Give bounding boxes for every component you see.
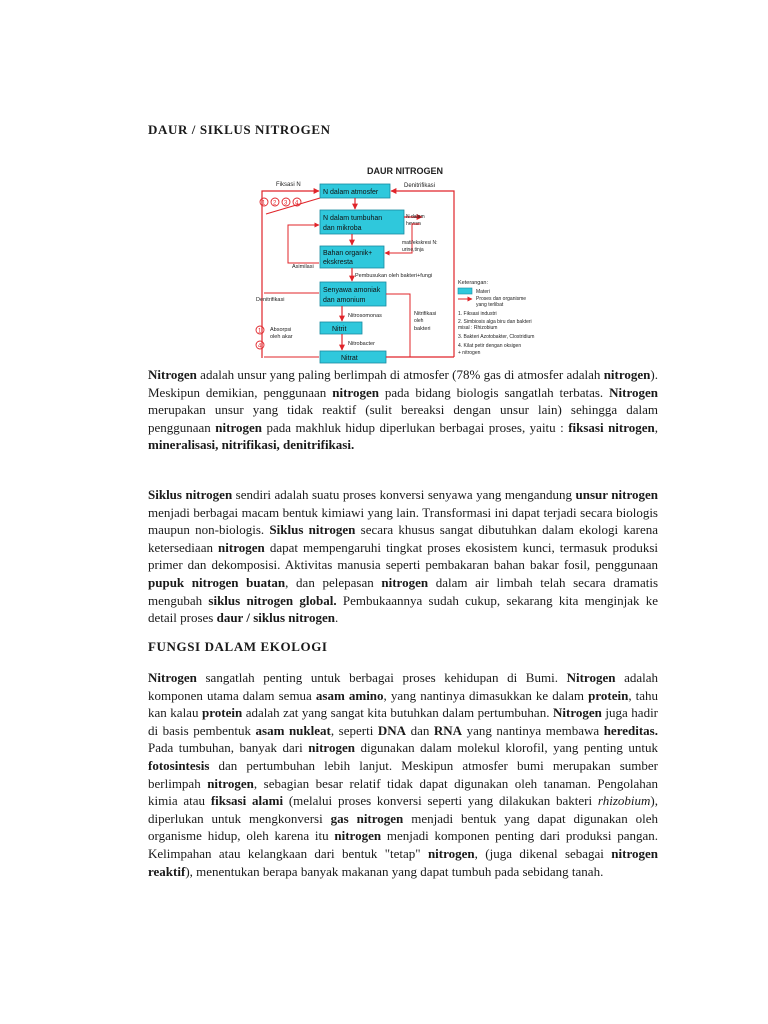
label-n-hewan-1: N dalam bbox=[406, 214, 425, 220]
label-nitrifikasi-3: bakteri bbox=[414, 326, 431, 332]
text-run: secara khusus sangat dibutuhkan dalam ekologi karena ketersediaan bbox=[148, 522, 659, 555]
circle-left-4-label: 4 bbox=[258, 343, 262, 350]
text-run: menjadi berbagai macam bentuk kimiawi yang lain. Transformasi ini dapat terjadi secara biologis maupun non-biologis. bbox=[148, 504, 658, 538]
text-run: Pada tumbuhan, banyak dari bbox=[148, 740, 309, 756]
text-run: Pembukaannya sudah cukup, sekarang kita menginjak ke detail proses bbox=[148, 592, 658, 626]
text-run: (melalui proses konversi seperti yang dilakukan bakteri bbox=[283, 793, 598, 809]
legend-item-2: 2. Simbiosis alga biru dan bakteri bbox=[458, 319, 532, 325]
text-run: , tahu kan kalau bbox=[148, 687, 659, 721]
text-run: menjadi komponen penting dari produksi pangan. Kelimpahan atau kelangkaan dari bentuk "tetap" bbox=[148, 828, 658, 861]
bold-term: protein bbox=[201, 705, 243, 721]
label-fiksasi: Fiksasi N bbox=[276, 182, 301, 188]
bold-term: nitrogen bbox=[603, 367, 651, 382]
fiksasi-circles bbox=[260, 198, 301, 207]
bold-term: nitrogen bbox=[308, 740, 355, 756]
text-run: adalah komponen utama dalam semua bbox=[148, 670, 658, 703]
text-run: dalam air limbah telah secara dramatis mengubah bbox=[148, 574, 658, 608]
label-mati-1: mati/ekskresi N: bbox=[402, 240, 438, 246]
bold-term: mineralisasi, nitrifikasi, denitrifikasi. bbox=[148, 437, 355, 453]
diagram-legend bbox=[458, 280, 534, 356]
bold-term: fiksasi alami bbox=[210, 793, 284, 809]
text-run: juga hadir di basis pembentuk bbox=[148, 705, 659, 738]
text-run: ), diperlukan untuk mengkonversi bbox=[148, 793, 658, 826]
bold-term: nitrogen bbox=[207, 775, 254, 791]
label-pembusukan: Pembusukan oleh bakteri+fungi bbox=[355, 273, 433, 279]
legend-item-5: 4. Kilat petir dengan oksigen bbox=[458, 343, 522, 349]
text-run: dapat mempengaruhi tingkat proses ekosistem kunci, termasuk produksi primer dan dekomposisi. Aktivitas manusia seperti pembakaran bahan bakar fosil, penggunaan bbox=[148, 539, 658, 573]
circle-3-label: 3 bbox=[284, 200, 288, 207]
legend-item-4: 3. Bakteri Azotobakter, Clostridium bbox=[458, 334, 535, 340]
text-run: pada makhluk hidup diperlukan berbagai proses, yaitu : bbox=[262, 419, 569, 435]
bold-term: nitrogen bbox=[334, 828, 382, 844]
box-tumbuhan-label-2: dan mikroba bbox=[323, 225, 362, 232]
arrow-nitrifikasi-loop bbox=[386, 294, 410, 357]
text-run: adalah unsur yang paling berlimpah di atmosfer (78% gas di atmosfer adalah bbox=[196, 367, 604, 382]
label-nitrifikasi-1: Nitrifikasi bbox=[414, 311, 437, 317]
bold-term: nitrogen bbox=[381, 574, 429, 590]
bold-term: nitrogen bbox=[218, 539, 265, 555]
label-absorpsi-1: Absorpsi bbox=[270, 327, 292, 333]
box-senyawa-label-1: Senyawa amoniak bbox=[323, 287, 381, 294]
label-n-hewan-2: hewan bbox=[406, 221, 421, 227]
text-run: pada bidang biologis sangatlah terbatas. bbox=[378, 384, 610, 400]
label-nitrosomonas: Nitrosomonas bbox=[348, 313, 382, 319]
text-run: , sebagian besar relatif tidak dapat digunakan oleh tanaman. Pengolahan kimia atau bbox=[148, 775, 658, 809]
box-tumbuhan-label-1: N dalam tumbuhan bbox=[323, 215, 383, 222]
text-run: digunakan dalam molekul klorofil, yang penting untuk bbox=[354, 740, 659, 756]
bold-term: nitrogen bbox=[332, 384, 379, 400]
text-run: , (juga dikenal sebagai bbox=[474, 845, 612, 861]
legend-proses-label-2: yang terlibat bbox=[476, 302, 504, 308]
bold-term: DNA bbox=[377, 722, 407, 738]
circle-1-label: 1 bbox=[262, 200, 266, 207]
text-run: dan bbox=[406, 722, 434, 738]
text-run: , bbox=[654, 419, 659, 435]
bold-term: nitrogen bbox=[215, 419, 262, 435]
bold-term: siklus nitrogen global. bbox=[208, 592, 337, 608]
circle-left-1-label: 1 bbox=[258, 328, 262, 335]
bold-term: Nitrogen bbox=[148, 367, 197, 382]
bold-term: nitrogen bbox=[427, 845, 475, 861]
text-run: sangatlah penting untuk berbagai proses kehidupan di Bumi. bbox=[196, 670, 567, 685]
bold-term: unsur nitrogen bbox=[575, 487, 658, 502]
text-run: ). Meskipun demikian, penggunaan bbox=[148, 367, 658, 400]
bold-term: Nitrogen bbox=[566, 670, 616, 685]
legend-materi-swatch bbox=[458, 288, 472, 294]
label-nitrobacter: Nitrobacter bbox=[348, 341, 375, 347]
diagram-title: DAUR NITROGEN bbox=[367, 166, 443, 176]
bold-term: asam nukleat bbox=[255, 722, 331, 738]
bold-term: nitrogen reaktif bbox=[148, 845, 658, 879]
text-run: sendiri adalah suatu proses konversi senyawa yang mengandung bbox=[232, 487, 576, 502]
label-denitrifikasi-left: Denitrifikasi bbox=[256, 297, 285, 303]
label-nitrifikasi-2: oleh bbox=[414, 318, 424, 324]
label-denitrifikasi-top: Denitrifikasi bbox=[404, 183, 436, 189]
bold-term: daur / siklus nitrogen bbox=[216, 610, 335, 626]
legend-title: Keterangan: bbox=[458, 280, 488, 286]
bold-term: fotosintesis bbox=[148, 757, 210, 773]
bold-term: pupuk nitrogen buatan bbox=[148, 574, 286, 590]
text-run: merupakan unsur yang tidak reaktif (sulit bereaksi dengan unsur lain) sehingga dalam penggunaan bbox=[148, 402, 658, 435]
bold-term: hereditas. bbox=[603, 722, 658, 738]
arrow-asimilasi bbox=[288, 225, 319, 263]
bold-term: Siklus nitrogen bbox=[148, 487, 233, 502]
text-run: . bbox=[334, 610, 339, 626]
bold-term: asam amino bbox=[315, 687, 384, 703]
text-run: , yang nantinya dimasukkan ke dalam bbox=[383, 687, 589, 703]
legend-proses-label-1: Proses dan organisme bbox=[476, 296, 527, 302]
nitrogen-cycle-diagram bbox=[242, 158, 565, 364]
circle-2-label: 2 bbox=[273, 200, 277, 207]
box-nitrit-label: Nitrit bbox=[332, 326, 347, 333]
bold-term: Siklus nitrogen bbox=[269, 522, 356, 538]
box-bahan-label-1: Bahan organik+ bbox=[323, 250, 373, 257]
bold-term: gas nitrogen bbox=[330, 810, 404, 826]
label-asimilasi: Asimilasi bbox=[292, 264, 314, 270]
text-run: , dan pelepasan bbox=[285, 574, 382, 590]
bold-term: Nitrogen bbox=[609, 384, 658, 400]
text-run: adalah zat yang sangat kita butuhkan dalam pertumbuhan. bbox=[242, 705, 553, 721]
bold-term: protein bbox=[588, 687, 629, 703]
paragraph-intro bbox=[148, 366, 658, 454]
bold-term: fiksasi nitrogen bbox=[568, 419, 655, 435]
page-title: DAUR / SIKLUS NITROGEN bbox=[148, 122, 331, 137]
legend-item-3: misal : Rhizobium bbox=[458, 325, 498, 331]
bold-term: Nitrogen bbox=[148, 670, 197, 685]
text-run: dan pertumbuhan lebih lanjut. Meskipun atmosfer bumi merupakan sumber berlimpah bbox=[148, 757, 658, 791]
box-atmosfer-label: N dalam atmosfer bbox=[323, 189, 379, 196]
italic-term: rhizobium bbox=[597, 793, 651, 809]
legend-item-6: + nitrogen bbox=[458, 350, 481, 356]
text-run: yang nantinya membawa bbox=[462, 722, 604, 738]
paragraph-siklus bbox=[148, 486, 658, 627]
legend-item-1: 1. Fiksasi industri bbox=[458, 311, 497, 317]
bold-term: RNA bbox=[433, 722, 463, 738]
box-bahan-label-2: ekskresta bbox=[323, 259, 353, 266]
text-run: , seperti bbox=[330, 722, 378, 738]
text-run: ), menentukan berapa banyak makanan yang dapat tumbuh pada sebidang tanah. bbox=[185, 863, 604, 879]
legend-materi-label: Materi bbox=[476, 289, 490, 295]
section-title: FUNGSI DALAM EKOLOGI bbox=[148, 639, 328, 654]
box-nitrat-label: Nitrat bbox=[341, 355, 358, 362]
box-senyawa-label-2: dan amonium bbox=[323, 297, 366, 304]
bold-term: Nitrogen bbox=[552, 705, 602, 721]
label-mati-2: urine,tinja bbox=[402, 247, 424, 253]
circle-4-label: 4 bbox=[295, 200, 299, 207]
paragraph-fungsi bbox=[148, 669, 658, 880]
label-absorpsi-2: oleh akar bbox=[270, 334, 293, 340]
text-run: menjadi bentuk yang dapat digunakan oleh organisme hidup, oleh karena itu bbox=[148, 810, 659, 844]
